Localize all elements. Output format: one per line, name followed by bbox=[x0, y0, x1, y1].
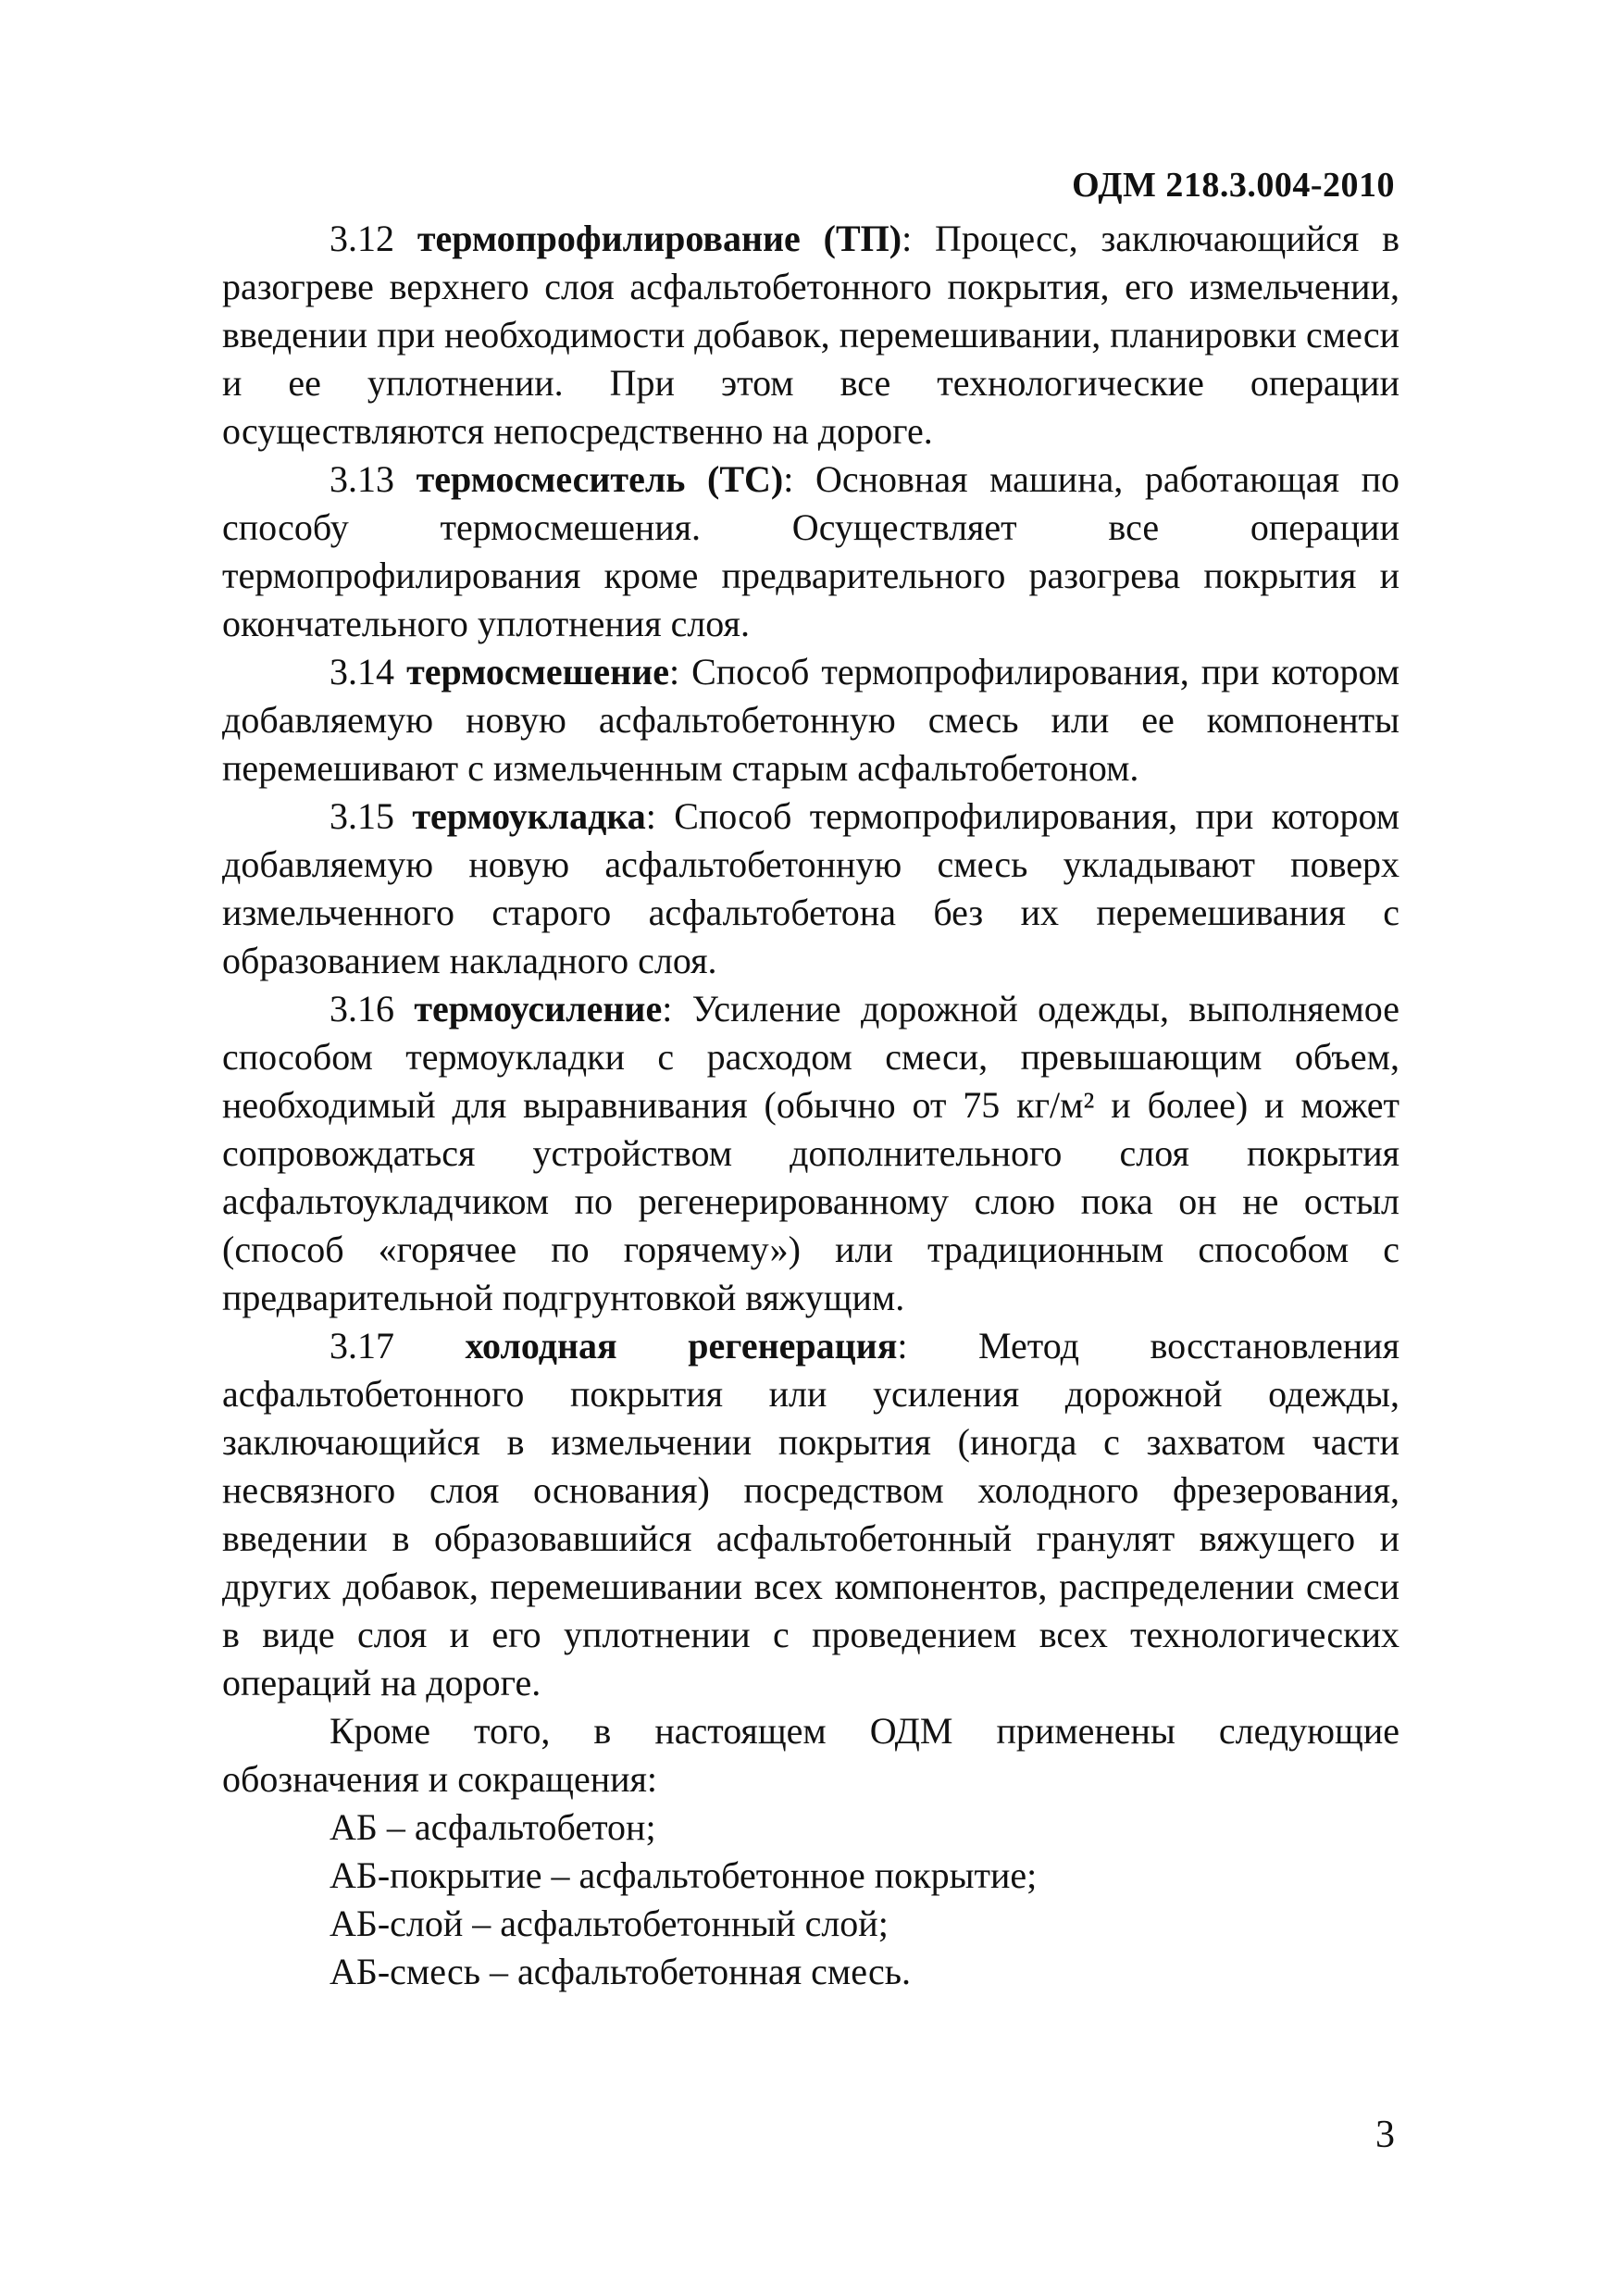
abbreviations-list bbox=[222, 1803, 1399, 1996]
definition-term: холодная регенерация bbox=[465, 1325, 898, 1366]
definition-3-13 bbox=[222, 455, 1399, 648]
definition-term: термосмешение bbox=[406, 651, 669, 693]
document-body bbox=[222, 215, 1399, 1996]
definition-number: 3.13 bbox=[330, 458, 394, 500]
definition-text: : Усиление дорожной одежды, выполняемое способом термоукладки с расходом смеси, превышающим объем, необходимый для выравнивания (обычно от 75 кг/м² и более) и может сопровождаться устройством дополнительного слоя покрытия асфальтоукладчиком по регенерированному слою пока он не остыл (способ «горячее по горячему») или традиционным способом с предварительной подгрунтовкой вяжущим. bbox=[222, 988, 1400, 1318]
abbreviation-item: АБ-покрытие – асфальтобетонное покрытие; bbox=[330, 1854, 1038, 1896]
abbreviations-intro: Кроме того, в настоящем ОДМ применены следующие обозначения и сокращения: bbox=[222, 1710, 1399, 1800]
definition-term: термосмеситель (ТС) bbox=[416, 458, 784, 500]
definition-number: 3.16 bbox=[330, 988, 394, 1029]
abbreviation-item: АБ-смесь – асфальтобетонная смесь. bbox=[330, 1951, 911, 1992]
definition-3-17 bbox=[222, 1322, 1399, 1707]
definition-3-15 bbox=[222, 792, 1399, 985]
definition-text: : Процесс, заключающийся в разогреве верхнего слоя асфальтобетонного покрытия, его измельчении, введении при необходимости добавок, перемешивании, планировки смеси и ее уплотнении. При этом все технологические операции осуществляются непосредственно на дороге. bbox=[222, 218, 1399, 452]
definition-3-14 bbox=[222, 648, 1399, 792]
definition-term: термоусиление bbox=[414, 988, 663, 1029]
abbreviation-item: АБ – асфальтобетон; bbox=[330, 1806, 656, 1848]
definition-text: : Основная машина, работающая по способу термосмешения. Осуществляет все операции термопрофилирования кроме предварительного разогрева покрытия и окончательного уплотнения слоя. bbox=[222, 458, 1400, 644]
definition-number: 3.12 bbox=[330, 218, 394, 259]
definition-text: : Способ термопрофилирования, при котором добавляемую новую асфальтобетонную смесь укладывают поверх измельченного старого асфальтобетона без их перемешивания с образованием накладного слоя. bbox=[222, 795, 1400, 981]
definition-text: : Способ термопрофилирования, при котором добавляемую новую асфальтобетонную смесь или ее компоненты перемешивают с измельченным старым асфальтобетоном. bbox=[222, 651, 1400, 789]
definition-text: : Метод восстановления асфальтобетонного покрытия или усиления дорожной одежды, заключающийся в измельчении покрытия (иногда с захватом части несвязного слоя основания) посредством холодного фрезерования, введении в образовавшийся асфальтобетонный гранулят вяжущего и других добавок, перемешивании всех компонентов, распределении смеси в виде слоя и его уплотнении с проведением всех технологических операций на дороге. bbox=[222, 1325, 1399, 1703]
definition-term: термопрофилирование (ТП) bbox=[417, 218, 902, 259]
definition-number: 3.14 bbox=[330, 651, 394, 693]
definition-3-16 bbox=[222, 985, 1399, 1322]
definition-number: 3.15 bbox=[330, 795, 394, 837]
abbreviation-item: АБ-слой – асфальтобетонный слой; bbox=[330, 1903, 889, 1944]
page-number: 3 bbox=[1375, 2114, 1395, 2156]
definition-3-12 bbox=[222, 215, 1399, 455]
document-code: ОДМ 218.3.004-2010 bbox=[1072, 166, 1395, 205]
definition-term: термоукладка bbox=[412, 795, 646, 837]
definition-number: 3.17 bbox=[330, 1325, 394, 1366]
